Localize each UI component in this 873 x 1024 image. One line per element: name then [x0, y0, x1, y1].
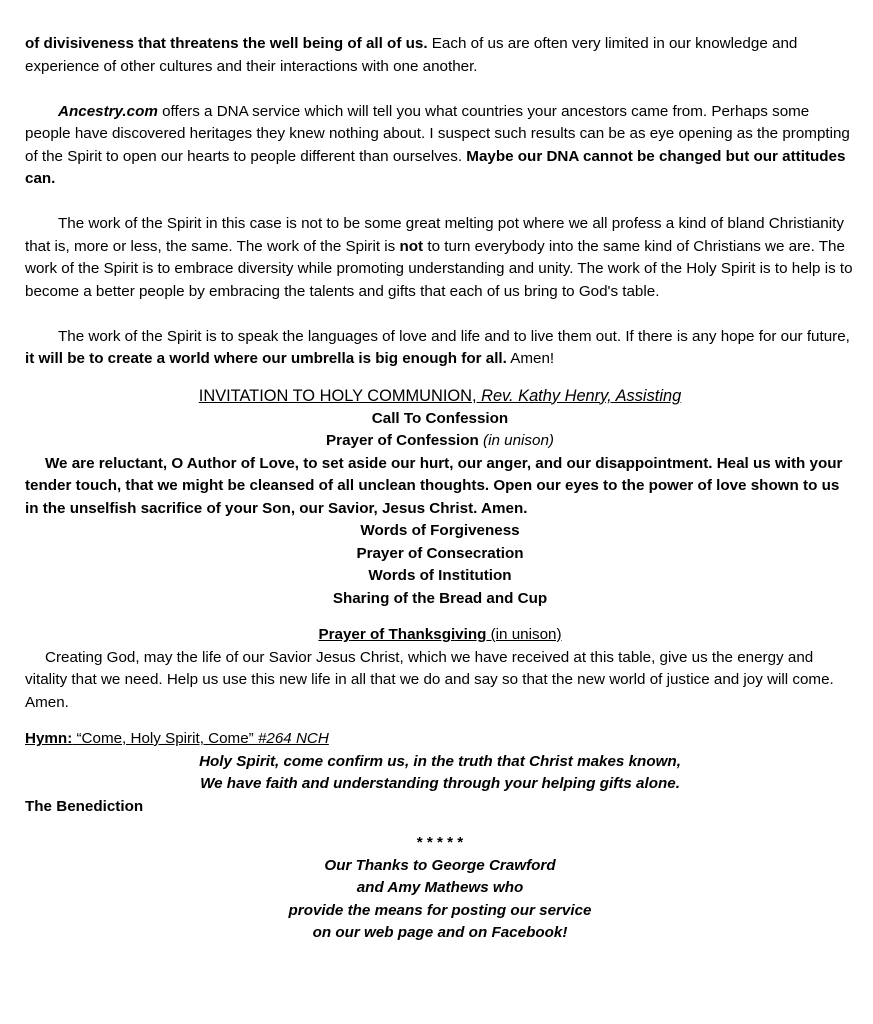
sharing-bread-cup: Sharing of the Bread and Cup — [332, 589, 548, 607]
ancestry-text: offers a DNA service which will tell you what countries your ancestors came from. Perhaps some people have discovered heritages they knew nothing about. I suspect such results can be as eye opening as the prompting of the Spirit to open our hearts to people different than ourselves. — [25, 102, 850, 165]
thanksgiving-text: Creating God, may the life of our Savior Jesus Christ, which we have received at this table, give us the energy and vitality that we need. Help us use this new life in all that we do and say so that the new world of justice and joy will come. Amen. — [25, 648, 834, 711]
hymn-label: Hymn: — [25, 730, 73, 747]
communion-title: INVITATION TO HOLY COMMUNION, — [198, 386, 477, 405]
hymn-line — [25, 728, 855, 751]
footer-line-4: on our web page and on Facebook! — [312, 924, 568, 941]
footer-line-1: Our Thanks to George Crawford — [324, 856, 556, 874]
footer-line-3: provide the means for posting our service — [288, 901, 592, 919]
footer-line-2: and Amy Mathews who — [356, 879, 524, 896]
hymn-title: “Come, Holy Spirit, Come” — [72, 730, 258, 747]
prayer-of-confession-heading: Prayer of Confession (in unison) — [326, 432, 554, 449]
hymn-number: #264 NCH — [257, 730, 329, 747]
confession-text: We are reluctant, O Author of Love, to set aside our hurt, our anger, and our disappointment. Heal us with your tender touch, that we might be cleansed of all unclean thoughts. Open our eyes to the power of love shown to us in the unselfish sacrifice of your Son, our Savior, Jesus Christ. Amen. — [25, 454, 843, 517]
prayer-of-consecration: Prayer of Consecration — [356, 544, 524, 562]
paragraph-work-of-spirit — [25, 213, 855, 303]
divisiveness-bold-text: of divisiveness that threatens the well being of all of us. — [25, 35, 428, 52]
umbrella-bold-text: it will be to create a world where our umbrella is big enough for all. — [25, 350, 507, 367]
spirit-text-b: to turn everybody into the same kind of Christians we are. The work of the Spirit is to embrace diversity while promoting understanding and unity. The work of the Holy Spirit is to help is to become a better people by embracing the talents and gifts that each of us bring to God's table. — [25, 237, 853, 300]
words-of-institution: Words of Institution — [368, 567, 512, 584]
love-text-b: Amen! — [506, 350, 555, 367]
thanksgiving-heading — [25, 624, 855, 647]
love-text-a: The work of the Spirit is to speak the languages of love and life and to live them out. If there is any hope for our future, — [58, 327, 850, 345]
divisiveness-text: Each of us are often very limited in our knowledge and experience of other cultures and their interactions with one another. — [25, 35, 798, 75]
footer-stars: * * * * * — [416, 834, 464, 851]
hymn-verse-line-2: We have faith and understanding through your helping gifts alone. — [200, 775, 680, 792]
bulletin-page — [25, 33, 855, 945]
spirit-text-a: The work of the Spirit in this case is not to be some great melting pot where we all profess a kind of bland Christianity that is, more or less, the same. The work of the Spirit is — [25, 215, 844, 255]
paragraph-ancestry — [25, 101, 855, 191]
thanksgiving-unison: (in unison) — [486, 626, 562, 643]
spirit-not-bold: not — [399, 237, 424, 255]
thanksgiving-title: Prayer of Thanksgiving — [318, 626, 487, 643]
words-of-forgiveness: Words of Forgiveness — [360, 522, 520, 539]
communion-heading — [25, 385, 855, 408]
dna-bold-text: Maybe our DNA cannot be changed but our attitudes can. — [25, 147, 846, 187]
paragraph-divisiveness — [25, 33, 855, 78]
paragraph-languages-of-love — [25, 326, 855, 371]
benediction: The Benediction — [25, 797, 144, 815]
call-to-confession: Call To Confession — [371, 409, 509, 427]
hymn-verse-line-1: Holy Spirit, come confirm us, in the truth that Christ makes known, — [199, 752, 681, 770]
ancestry-name: Ancestry.com — [58, 102, 158, 120]
communion-assisting: Rev. Kathy Henry, Assisting — [476, 386, 682, 405]
